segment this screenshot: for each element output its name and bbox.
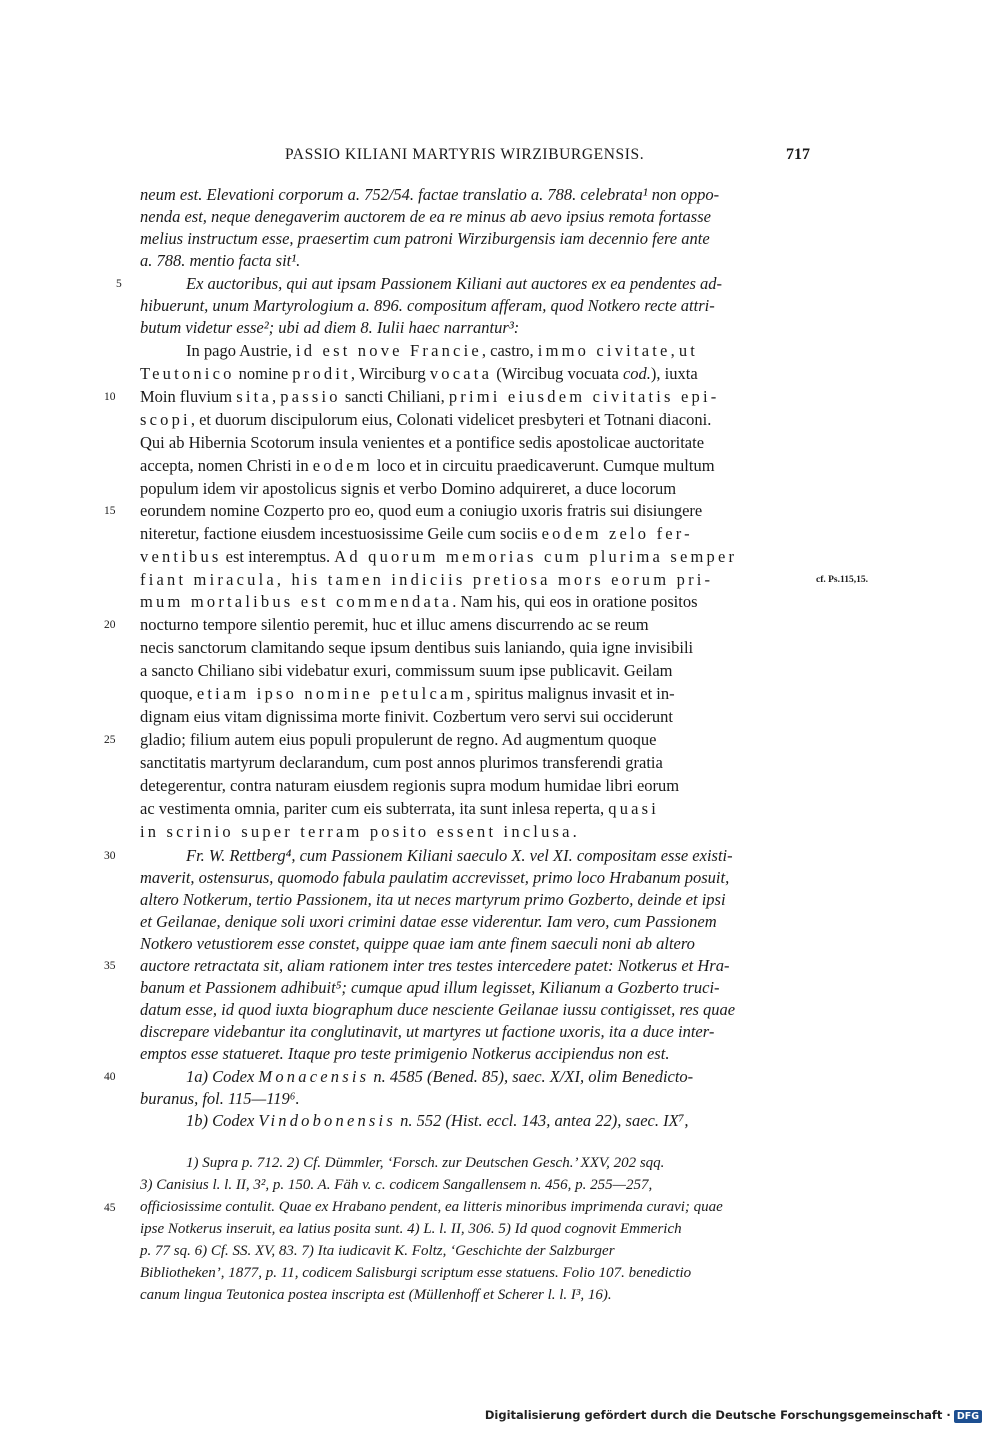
text-line: emptos esse statueret. Itaque pro teste primigenio Notkerus accipiendus non est. bbox=[140, 1044, 670, 1063]
text-line: Fr. W. Rettberg⁴, cum Passionem Kiliani saeculo X. vel XI. compositam esse existi- bbox=[186, 846, 733, 865]
line-number: 45 bbox=[104, 1202, 116, 1214]
footnote-line: p. 77 sq. 6) Cf. SS. XV, 83. 7) Ita iudicavit K. Foltz, ‘Geschichte der Salzburger bbox=[140, 1243, 615, 1259]
margin-note: cf. Ps.115,15. bbox=[816, 575, 868, 585]
text-line: a sancto Chiliano sibi videbatur exuri, commissum suum ipse publicavit. Geilam bbox=[140, 661, 673, 680]
text-line: auctore retractata sit, aliam rationem inter tres testes intercedere patet: Notkerus et Hra- bbox=[140, 956, 730, 975]
text-line: nocturno tempore silentio peremit, huc et illuc amens discurrendo ac se reum bbox=[140, 615, 649, 634]
footnote-line: 3) Canisius l. l. II, 3², p. 150. A. Fäh v. c. codicem Sangallensem n. 456, p. 255—257, bbox=[140, 1177, 653, 1193]
text-line: datum esse, id quod iuxta biographum duce nesciente Geilanae iussu contigisset, res quae bbox=[140, 1000, 736, 1019]
codex-entry: 1b) Codex Vindobonensis n. 552 (Hist. eccl. 143, antea 22), saec. IX⁷, bbox=[186, 1111, 689, 1130]
text-line: neum est. Elevationi corporum a. 752/54. factae translatio a. 788. celebrata¹ non oppo- bbox=[140, 185, 720, 204]
text-line: niteretur, factione eiusdem incestuosissime Geile cum sociis eodem zelo fer- bbox=[140, 524, 693, 543]
text-line: ventibus est interemptus. Ad quorum memorias cum plurima semper bbox=[140, 547, 738, 566]
line-number: 15 bbox=[104, 505, 116, 517]
text-line: dignam eius vitam dignissima morte finivit. Cozbertum vero servi sui occiderunt bbox=[140, 707, 673, 726]
text-line: fiant miracula, his tamen indiciis pretiosa mors eorum pri- bbox=[140, 570, 714, 589]
text-line: gladio; filium autem eius populi propulerunt de regno. Ad augmentum quoque bbox=[140, 730, 657, 749]
line-number: 30 bbox=[104, 850, 116, 862]
text-line: altero Notkerum, tertio Passionem, ita ut neces martyrum primo Gozberto, deinde et ipsi bbox=[140, 890, 726, 909]
text-line: Moin fluvium sita, passio sancti Chiliani, primi eiusdem civitatis epi- bbox=[140, 387, 720, 406]
text-line: In pago Austrie, id est nove Francie, castro, immo civitate, ut bbox=[186, 341, 699, 360]
text-line: Qui ab Hibernia Scotorum insula venientes et a pontifice sedis apostolicae auctoritate bbox=[140, 433, 705, 452]
footnote-line: ipse Notkerus inseruit, ea latius posita sunt. 4) L. l. II, 306. 5) Id quod cognovit Emmerich bbox=[140, 1221, 682, 1237]
text-line: butum videtur esse²; ubi ad diem 8. Iulii haec narrantur³: bbox=[140, 318, 520, 337]
text-line: accepta, nomen Christi in eodem loco et in circuitu praedicaverunt. Cumque multum bbox=[140, 456, 715, 475]
text-line: ac vestimenta omnia, pariter cum eis subterrata, ita sunt inlesa reperta, quasi bbox=[140, 799, 660, 818]
text-line: maverit, ostensurus, quomodo fabula paulatim accrevisset, primo loco Hrabanum posuit, bbox=[140, 868, 730, 887]
running-title: PASSIO KILIANI MARTYRIS WIRZIBURGENSIS. bbox=[285, 146, 645, 163]
line-number: 20 bbox=[104, 619, 116, 631]
page-number: 717 bbox=[786, 146, 810, 163]
line-number: 10 bbox=[104, 391, 116, 403]
text-line: Teutonico nomine prodit, Wirciburg vocata (Wircibug vocuata cod.), iuxta bbox=[140, 364, 698, 383]
footnote-line: Bibliotheken’, 1877, p. 11, codicem Salisburgi scriptum esse statuens. Folio 107. benedictio bbox=[140, 1265, 692, 1281]
digitization-credit bbox=[485, 1408, 982, 1423]
text-line: quoque, etiam ipso nomine petulcam, spiritus malignus invasit et in- bbox=[140, 684, 675, 703]
text-line: a. 788. mentio facta sit¹. bbox=[140, 251, 301, 270]
line-number: 40 bbox=[104, 1071, 116, 1083]
text-line: populum idem vir apostolicus signis et verbo Domino adquireret, a duce locorum bbox=[140, 479, 677, 498]
line-number: 5 bbox=[116, 278, 122, 290]
codex-entry: buranus, fol. 115—119⁶. bbox=[140, 1089, 300, 1108]
text-line: in scrinio super terram posito essent inclusa. bbox=[140, 822, 581, 841]
dfg-logo-icon: DFG bbox=[954, 1410, 982, 1423]
text-line: melius instructum esse, praesertim cum patroni Wirziburgensis iam decennio fere ante bbox=[140, 229, 710, 248]
page-header bbox=[140, 146, 820, 172]
text-line: eorundem nomine Cozperto pro eo, quod eum a coniugio uxoris fratris sui disiungere bbox=[140, 501, 703, 520]
text-line: detegerentur, contra naturam eiusdem regionis supra modum humidae libri eorum bbox=[140, 776, 680, 795]
text-line: nenda est, neque denegaverim auctorem de ea re minus ab aevo ipsius remota fortasse bbox=[140, 207, 711, 226]
line-number: 25 bbox=[104, 734, 116, 746]
text-line: et Geilanae, denique soli uxori crimini datae esse viderentur. Iam vero, cum Passionem bbox=[140, 912, 717, 931]
text-line: mum mortalibus est commendata. Nam his, qui eos in oratione positos bbox=[140, 592, 698, 611]
text-line: necis sanctorum clamitando seque ipsum dentibus suis laniando, quia igne invisibili bbox=[140, 638, 694, 657]
text-line: discrepare videbantur ita conglutinavit, ut martyres ut factione uxoris, ita a duce inter- bbox=[140, 1022, 715, 1041]
text-line: scopi, et duorum discipulorum eius, Colonati videlicet presbyteri et Totnani diaconi. bbox=[140, 410, 712, 429]
text-line: Notkero vetustiorem esse constet, quippe quae iam ante finem saeculi noni ab altero bbox=[140, 934, 695, 953]
footnote-line: 1) Supra p. 712. 2) Cf. Dümmler, ‘Forsch. zur Deutschen Gesch.’ XXV, 202 sqq. bbox=[186, 1155, 665, 1171]
text-line: hibuerunt, unum Martyrologium a. 896. compositum afferam, quod Notkero recte attri- bbox=[140, 296, 715, 315]
text-line: Ex auctoribus, qui aut ipsam Passionem Kiliani aut auctores ex ea pendentes ad- bbox=[186, 274, 723, 293]
text-line: sanctitatis martyrum declarandum, cum post annos plurimos transferendi gratia bbox=[140, 753, 663, 772]
codex-entry: 1a) Codex Monacensis n. 4585 (Bened. 85), saec. X/XI, olim Benedicto- bbox=[186, 1067, 694, 1086]
footnote-line: canum lingua Teutonica postea inscripta est (Müllenhoff et Scherer l. l. I³, 16). bbox=[140, 1287, 612, 1303]
footnote-line: officiosissime contulit. Quae ex Hrabano pendent, ea litteris minoribus imprimenda curavi; quae bbox=[140, 1199, 723, 1215]
credit-text: Digitalisierung gefördert durch die Deutsche Forschungsgemeinschaft · bbox=[484, 1408, 951, 1422]
text-line: banum et Passionem adhibuit⁵; cumque apud illum legisset, Kilianum a Gozberto truci- bbox=[140, 978, 720, 997]
line-number: 35 bbox=[104, 960, 116, 972]
